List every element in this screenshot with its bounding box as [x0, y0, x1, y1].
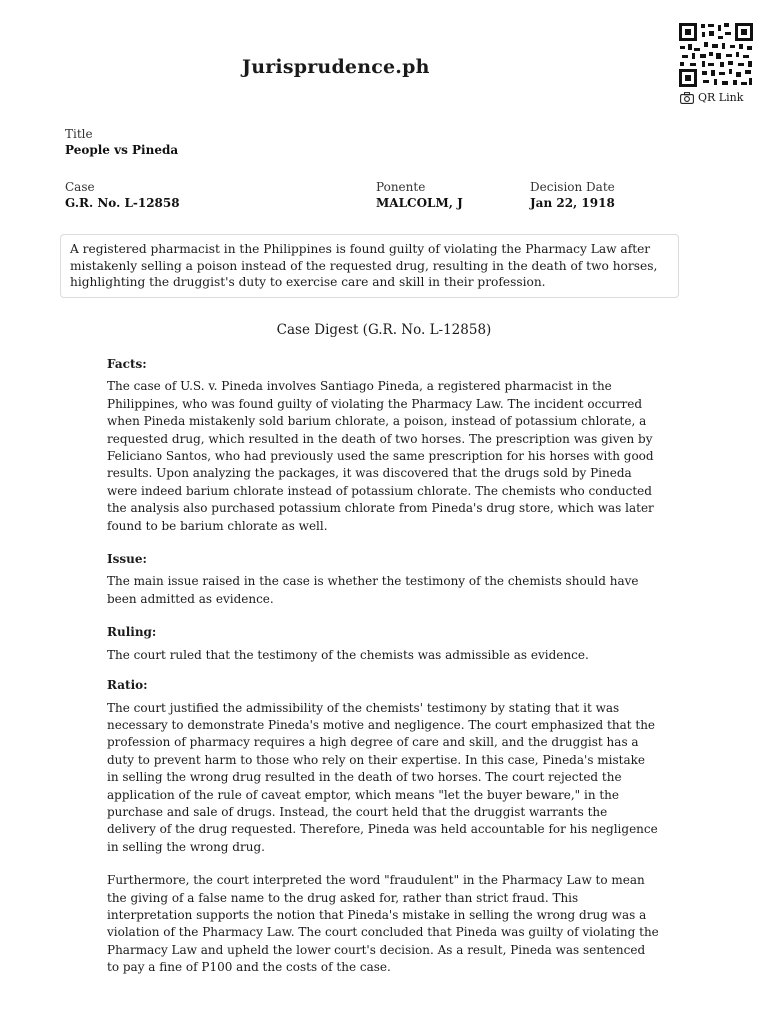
title-value: People vs Pineda	[65, 143, 179, 157]
ratio-paragraph-2: Furthermore, the court interpreted the word "fraudulent" in the Pharmacy Law to mean the giving of a false name to the drug asked for, rather than strict fraud. This interpretation supports the notion that Pineda's mistake in selling the wrong drug was a violation of the Pharmacy Law. The court concluded that Pineda was guilty of violating the Pharmacy Law and upheld the lower court's decision. As a result, Pineda was sentenced to pay a fine of P100 and the costs of the case.	[107, 873, 659, 975]
facts-paragraph: The case of U.S. v. Pineda involves Santiago Pineda, a registered pharmacist in the Philippines, who was found guilty of violating the Pharmacy Law. The incident occurred when Pineda mistakenly sold barium chlorate, a poison, instead of potassium chlorate, a requested drug, which resulted in the death of two horses. The prescription was given by Feliciano Santos, who had previously used the same prescription for his horses with good results. Upon analyzing the packages, it was discovered that the drugs sold by Pineda were indeed barium chlorate instead of potassium chlorate. The chemists who conducted the analysis also purchased potassium chlorate from Pineda's drug store, which was later found to be barium chlorate as well.	[107, 379, 654, 533]
title-label: Title	[65, 127, 93, 141]
digest-title: Case Digest (G.R. No. L-12858)	[276, 322, 492, 338]
case-label: Case	[65, 180, 95, 194]
camera-icon	[680, 92, 694, 104]
decision-date-label: Decision Date	[530, 180, 615, 194]
brand-tld: .ph	[395, 56, 430, 78]
issue-paragraph: The main issue raised in the case is whether the testimony of the chemists should have been admitted as evidence.	[107, 574, 639, 606]
digest-content	[107, 356, 659, 993]
ratio-heading: Ratio:	[107, 678, 148, 693]
ratio-paragraph-1: The court justified the admissibility of the chemists' testimony by stating that it was necessary to demonstrate Pineda's motive and negligence. The court emphasized that the profession of pharmacy requires a high degree of care and skill, and the druggist has a duty to prevent harm to those who rely on their expertise. In this case, Pineda's mistake in selling the wrong drug resulted in the death of two horses. The court rejected the application of the rule of caveat emptor, which means "let the buyer beware," in the purchase and sale of drugs. Instead, the court held that the druggist warrants the delivery of the drug requested. Therefore, Pineda was held accountable for his negligence in selling the wrong drug.	[107, 700, 658, 854]
qr-code[interactable]	[678, 22, 754, 88]
ruling-heading: Ruling:	[107, 625, 157, 640]
ponente-label: Ponente	[376, 180, 426, 194]
qr-link-label: QR Link	[698, 91, 744, 104]
site-logo[interactable]	[242, 56, 430, 78]
facts-heading: Facts:	[107, 357, 147, 371]
issue-heading: Issue:	[107, 552, 147, 567]
decision-date-value: Jan 22, 1918	[530, 196, 615, 210]
qr-link[interactable]	[680, 91, 743, 104]
brand-name: Jurisprudence	[242, 56, 396, 78]
ruling-paragraph: The court ruled that the testimony of the chemists was admissible as evidence.	[107, 647, 589, 662]
ponente-value: MALCOLM, J	[376, 196, 463, 210]
case-value: G.R. No. L-12858	[65, 196, 180, 210]
case-summary-box	[60, 234, 679, 298]
case-summary-text: A registered pharmacist in the Philippines is found guilty of violating the Pharmacy Law after mistakenly selling a poison instead of the requested drug, resulting in the death of two horses, highlighting the druggist's duty to exercise care and skill in their profession.	[70, 242, 658, 289]
